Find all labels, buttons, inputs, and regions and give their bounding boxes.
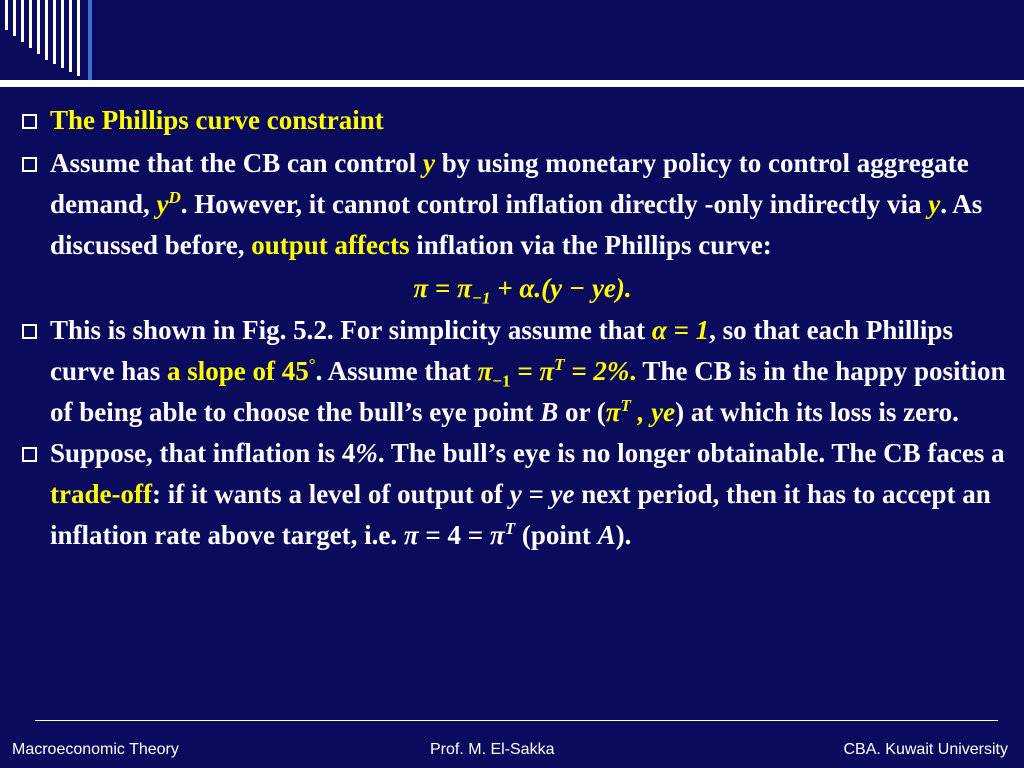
text: .	[629, 356, 637, 386]
bottom-divider	[35, 720, 998, 721]
var-pi: = π	[510, 356, 555, 386]
var-y-ye: y = ye	[509, 479, 575, 509]
bullet-item-1	[20, 100, 1015, 141]
value: = 2%	[564, 356, 630, 386]
equation-subscript: −1	[471, 288, 491, 308]
var-pi: π	[605, 397, 621, 427]
top-divider	[0, 80, 1024, 87]
superscript-T: T	[554, 355, 565, 374]
var-ye: , ye	[630, 397, 676, 427]
superscript-T: T	[504, 519, 516, 538]
point-A: A	[597, 520, 616, 550]
alpha-value: α = 1	[651, 315, 710, 345]
highlight-text: trade-off	[50, 479, 152, 509]
var-pi: π	[403, 520, 419, 550]
var-pi: π	[477, 356, 493, 386]
text: Assume that the CB can control	[50, 148, 423, 178]
bullet-item-3	[20, 310, 1015, 433]
bullet-title: The Phillips curve constraint	[50, 105, 384, 135]
superscript-D: D	[168, 188, 181, 207]
text: . The bull’s eye is no longer obtainable. The CB faces a	[377, 438, 1005, 468]
percent-sign: %	[355, 438, 378, 468]
hollow-square-bullet-icon	[22, 114, 37, 129]
decorative-stripes	[0, 0, 100, 80]
superscript-T: T	[620, 396, 631, 415]
text: or (	[558, 397, 606, 427]
var-y: y	[423, 148, 435, 178]
subscript: −1	[492, 371, 511, 391]
text: = 4 =	[418, 520, 490, 550]
point-B: B	[540, 397, 559, 427]
phillips-equation	[20, 266, 1015, 310]
text: Suppose, that inflation is 4	[50, 438, 356, 468]
footer-course: Macroeconomic Theory	[12, 741, 179, 758]
text: This is shown in Fig. 5.2. For simplicity assume that	[50, 315, 652, 345]
var-pi: π	[489, 520, 505, 550]
hollow-square-bullet-icon	[22, 157, 37, 172]
hollow-square-bullet-icon	[22, 447, 37, 462]
degree-symbol: °	[308, 355, 316, 374]
slide-body	[20, 100, 1015, 556]
footer-institution: CBA. Kuwait University	[843, 741, 1008, 758]
text: The CB is in the happy position of being able to choose the bull’s eye point	[50, 356, 1006, 427]
highlight-text: a slope of 45	[167, 356, 309, 386]
bullet-item-4	[20, 433, 1015, 556]
text: next period, then it has to accept an inflation rate above target, i.e.	[50, 479, 991, 550]
equation-part: π = π	[413, 273, 472, 303]
highlight-text: output affects	[251, 230, 410, 260]
text: by using monetary policy to control aggregate demand,	[50, 148, 969, 219]
text: : if it wants a level of output of	[151, 479, 510, 509]
equation-part: + α.(y − ye).	[490, 273, 632, 303]
text: . However, it cannot control inflation directly -only indirectly via	[180, 189, 929, 219]
var-y: y	[928, 189, 941, 219]
hollow-square-bullet-icon	[22, 324, 37, 339]
text: ).	[615, 520, 632, 550]
text: . As discussed before,	[50, 189, 983, 260]
var-y: y	[156, 189, 169, 219]
bullet-item-2	[20, 143, 1015, 266]
text: ) at which its loss is zero.	[675, 397, 959, 427]
text: (point	[515, 520, 598, 550]
footer-author: Prof. M. El-Sakka	[430, 741, 555, 758]
text: . Assume that	[315, 356, 478, 386]
text: , so that each Phillips curve has	[50, 315, 953, 386]
text: inflation via the Phillips curve:	[409, 230, 772, 260]
